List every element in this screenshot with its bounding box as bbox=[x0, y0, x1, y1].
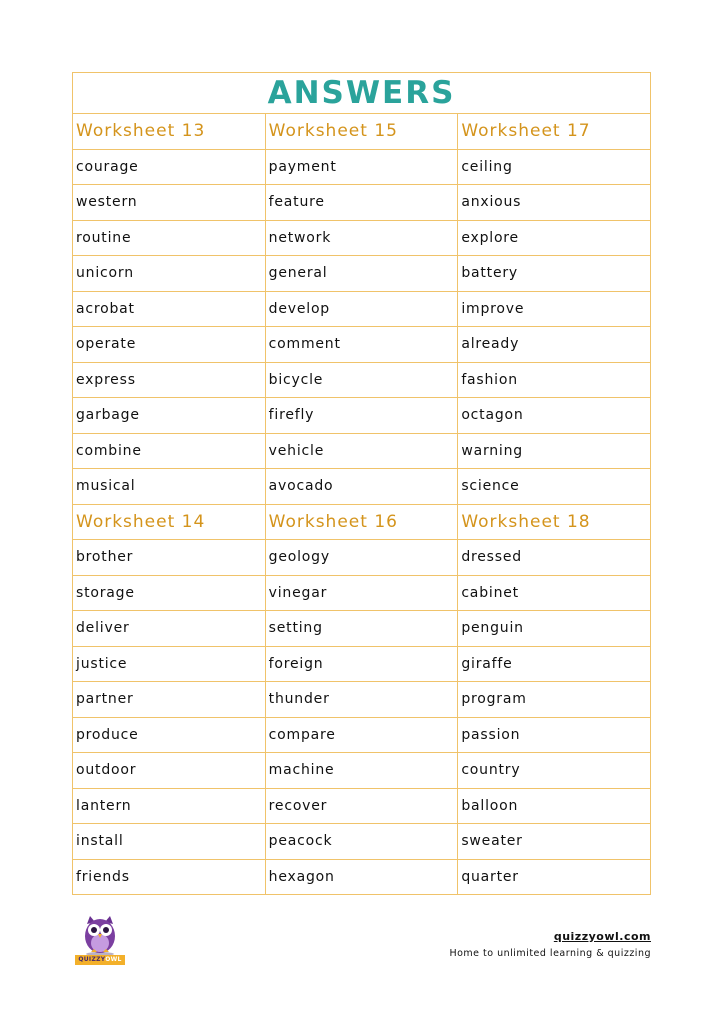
answer-word: partner bbox=[73, 682, 266, 718]
table-row bbox=[73, 611, 651, 647]
table-row bbox=[73, 788, 651, 824]
answer-word: hexagon bbox=[265, 859, 458, 895]
answer-word: cabinet bbox=[458, 575, 651, 611]
answer-word: octagon bbox=[458, 398, 651, 434]
answer-word: vehicle bbox=[265, 433, 458, 469]
answer-word: penguin bbox=[458, 611, 651, 647]
answer-word: unicorn bbox=[73, 256, 266, 292]
answer-word: avocado bbox=[265, 469, 458, 505]
answer-word: brother bbox=[73, 540, 266, 576]
answer-word: peacock bbox=[265, 824, 458, 860]
answer-word: balloon bbox=[458, 788, 651, 824]
answer-word: recover bbox=[265, 788, 458, 824]
table-row bbox=[73, 824, 651, 860]
answer-word: western bbox=[73, 185, 266, 221]
answer-word: deliver bbox=[73, 611, 266, 647]
answer-word: fashion bbox=[458, 362, 651, 398]
answer-word: giraffe bbox=[458, 646, 651, 682]
page-title: ANSWERS bbox=[73, 73, 651, 114]
table-row bbox=[73, 717, 651, 753]
answer-word: program bbox=[458, 682, 651, 718]
answer-word: garbage bbox=[73, 398, 266, 434]
site-link[interactable]: quizzyowl.com bbox=[553, 930, 651, 943]
logo-wordmark: QUIZZYOWL bbox=[75, 955, 125, 965]
answer-word: acrobat bbox=[73, 291, 266, 327]
answer-word: quarter bbox=[458, 859, 651, 895]
answer-word: sweater bbox=[458, 824, 651, 860]
table-row bbox=[73, 433, 651, 469]
answer-word: explore bbox=[458, 220, 651, 256]
worksheet-header-row bbox=[73, 504, 651, 540]
table-row bbox=[73, 540, 651, 576]
answer-word: dressed bbox=[458, 540, 651, 576]
answer-word: bicycle bbox=[265, 362, 458, 398]
worksheet-heading: Worksheet 13 bbox=[73, 114, 266, 150]
table-row bbox=[73, 220, 651, 256]
answer-word: comment bbox=[265, 327, 458, 363]
worksheet-heading: Worksheet 18 bbox=[458, 504, 651, 540]
answer-word: compare bbox=[265, 717, 458, 753]
table-row bbox=[73, 575, 651, 611]
answer-word: thunder bbox=[265, 682, 458, 718]
answer-word: courage bbox=[73, 149, 266, 185]
answer-word: produce bbox=[73, 717, 266, 753]
answer-word: express bbox=[73, 362, 266, 398]
title-row bbox=[73, 73, 651, 114]
owl-icon bbox=[75, 914, 125, 956]
table-row bbox=[73, 149, 651, 185]
table-row bbox=[73, 327, 651, 363]
answer-word: outdoor bbox=[73, 753, 266, 789]
answer-word: feature bbox=[265, 185, 458, 221]
answer-word: lantern bbox=[73, 788, 266, 824]
worksheet-header-row bbox=[73, 114, 651, 150]
answer-word: combine bbox=[73, 433, 266, 469]
table-row bbox=[73, 646, 651, 682]
table-row bbox=[73, 469, 651, 505]
answer-word: already bbox=[458, 327, 651, 363]
answer-word: improve bbox=[458, 291, 651, 327]
answer-word: foreign bbox=[265, 646, 458, 682]
answer-word: ceiling bbox=[458, 149, 651, 185]
answer-word: musical bbox=[73, 469, 266, 505]
worksheet-heading: Worksheet 15 bbox=[265, 114, 458, 150]
site-tagline: Home to unlimited learning & quizzing bbox=[449, 948, 651, 959]
worksheet-heading: Worksheet 16 bbox=[265, 504, 458, 540]
table-row bbox=[73, 398, 651, 434]
answer-word: develop bbox=[265, 291, 458, 327]
answer-word: payment bbox=[265, 149, 458, 185]
answer-word: friends bbox=[73, 859, 266, 895]
answer-word: justice bbox=[73, 646, 266, 682]
answer-word: anxious bbox=[458, 185, 651, 221]
answer-word: geology bbox=[265, 540, 458, 576]
answer-word: routine bbox=[73, 220, 266, 256]
answer-word: firefly bbox=[265, 398, 458, 434]
answer-word: passion bbox=[458, 717, 651, 753]
worksheet-heading: Worksheet 14 bbox=[73, 504, 266, 540]
table-row bbox=[73, 291, 651, 327]
table-row bbox=[73, 859, 651, 895]
table-row bbox=[73, 682, 651, 718]
answer-word: country bbox=[458, 753, 651, 789]
table-row bbox=[73, 185, 651, 221]
table-row bbox=[73, 753, 651, 789]
answer-word: storage bbox=[73, 575, 266, 611]
answer-word: network bbox=[265, 220, 458, 256]
answer-word: battery bbox=[458, 256, 651, 292]
answer-word: science bbox=[458, 469, 651, 505]
answer-word: machine bbox=[265, 753, 458, 789]
answer-word: operate bbox=[73, 327, 266, 363]
table-row bbox=[73, 256, 651, 292]
worksheet-heading: Worksheet 17 bbox=[458, 114, 651, 150]
answer-word: warning bbox=[458, 433, 651, 469]
answers-table bbox=[72, 72, 651, 895]
answer-word: general bbox=[265, 256, 458, 292]
answer-word: vinegar bbox=[265, 575, 458, 611]
quizzyowl-logo bbox=[75, 914, 125, 966]
answer-word: setting bbox=[265, 611, 458, 647]
table-row bbox=[73, 362, 651, 398]
answer-word: install bbox=[73, 824, 266, 860]
